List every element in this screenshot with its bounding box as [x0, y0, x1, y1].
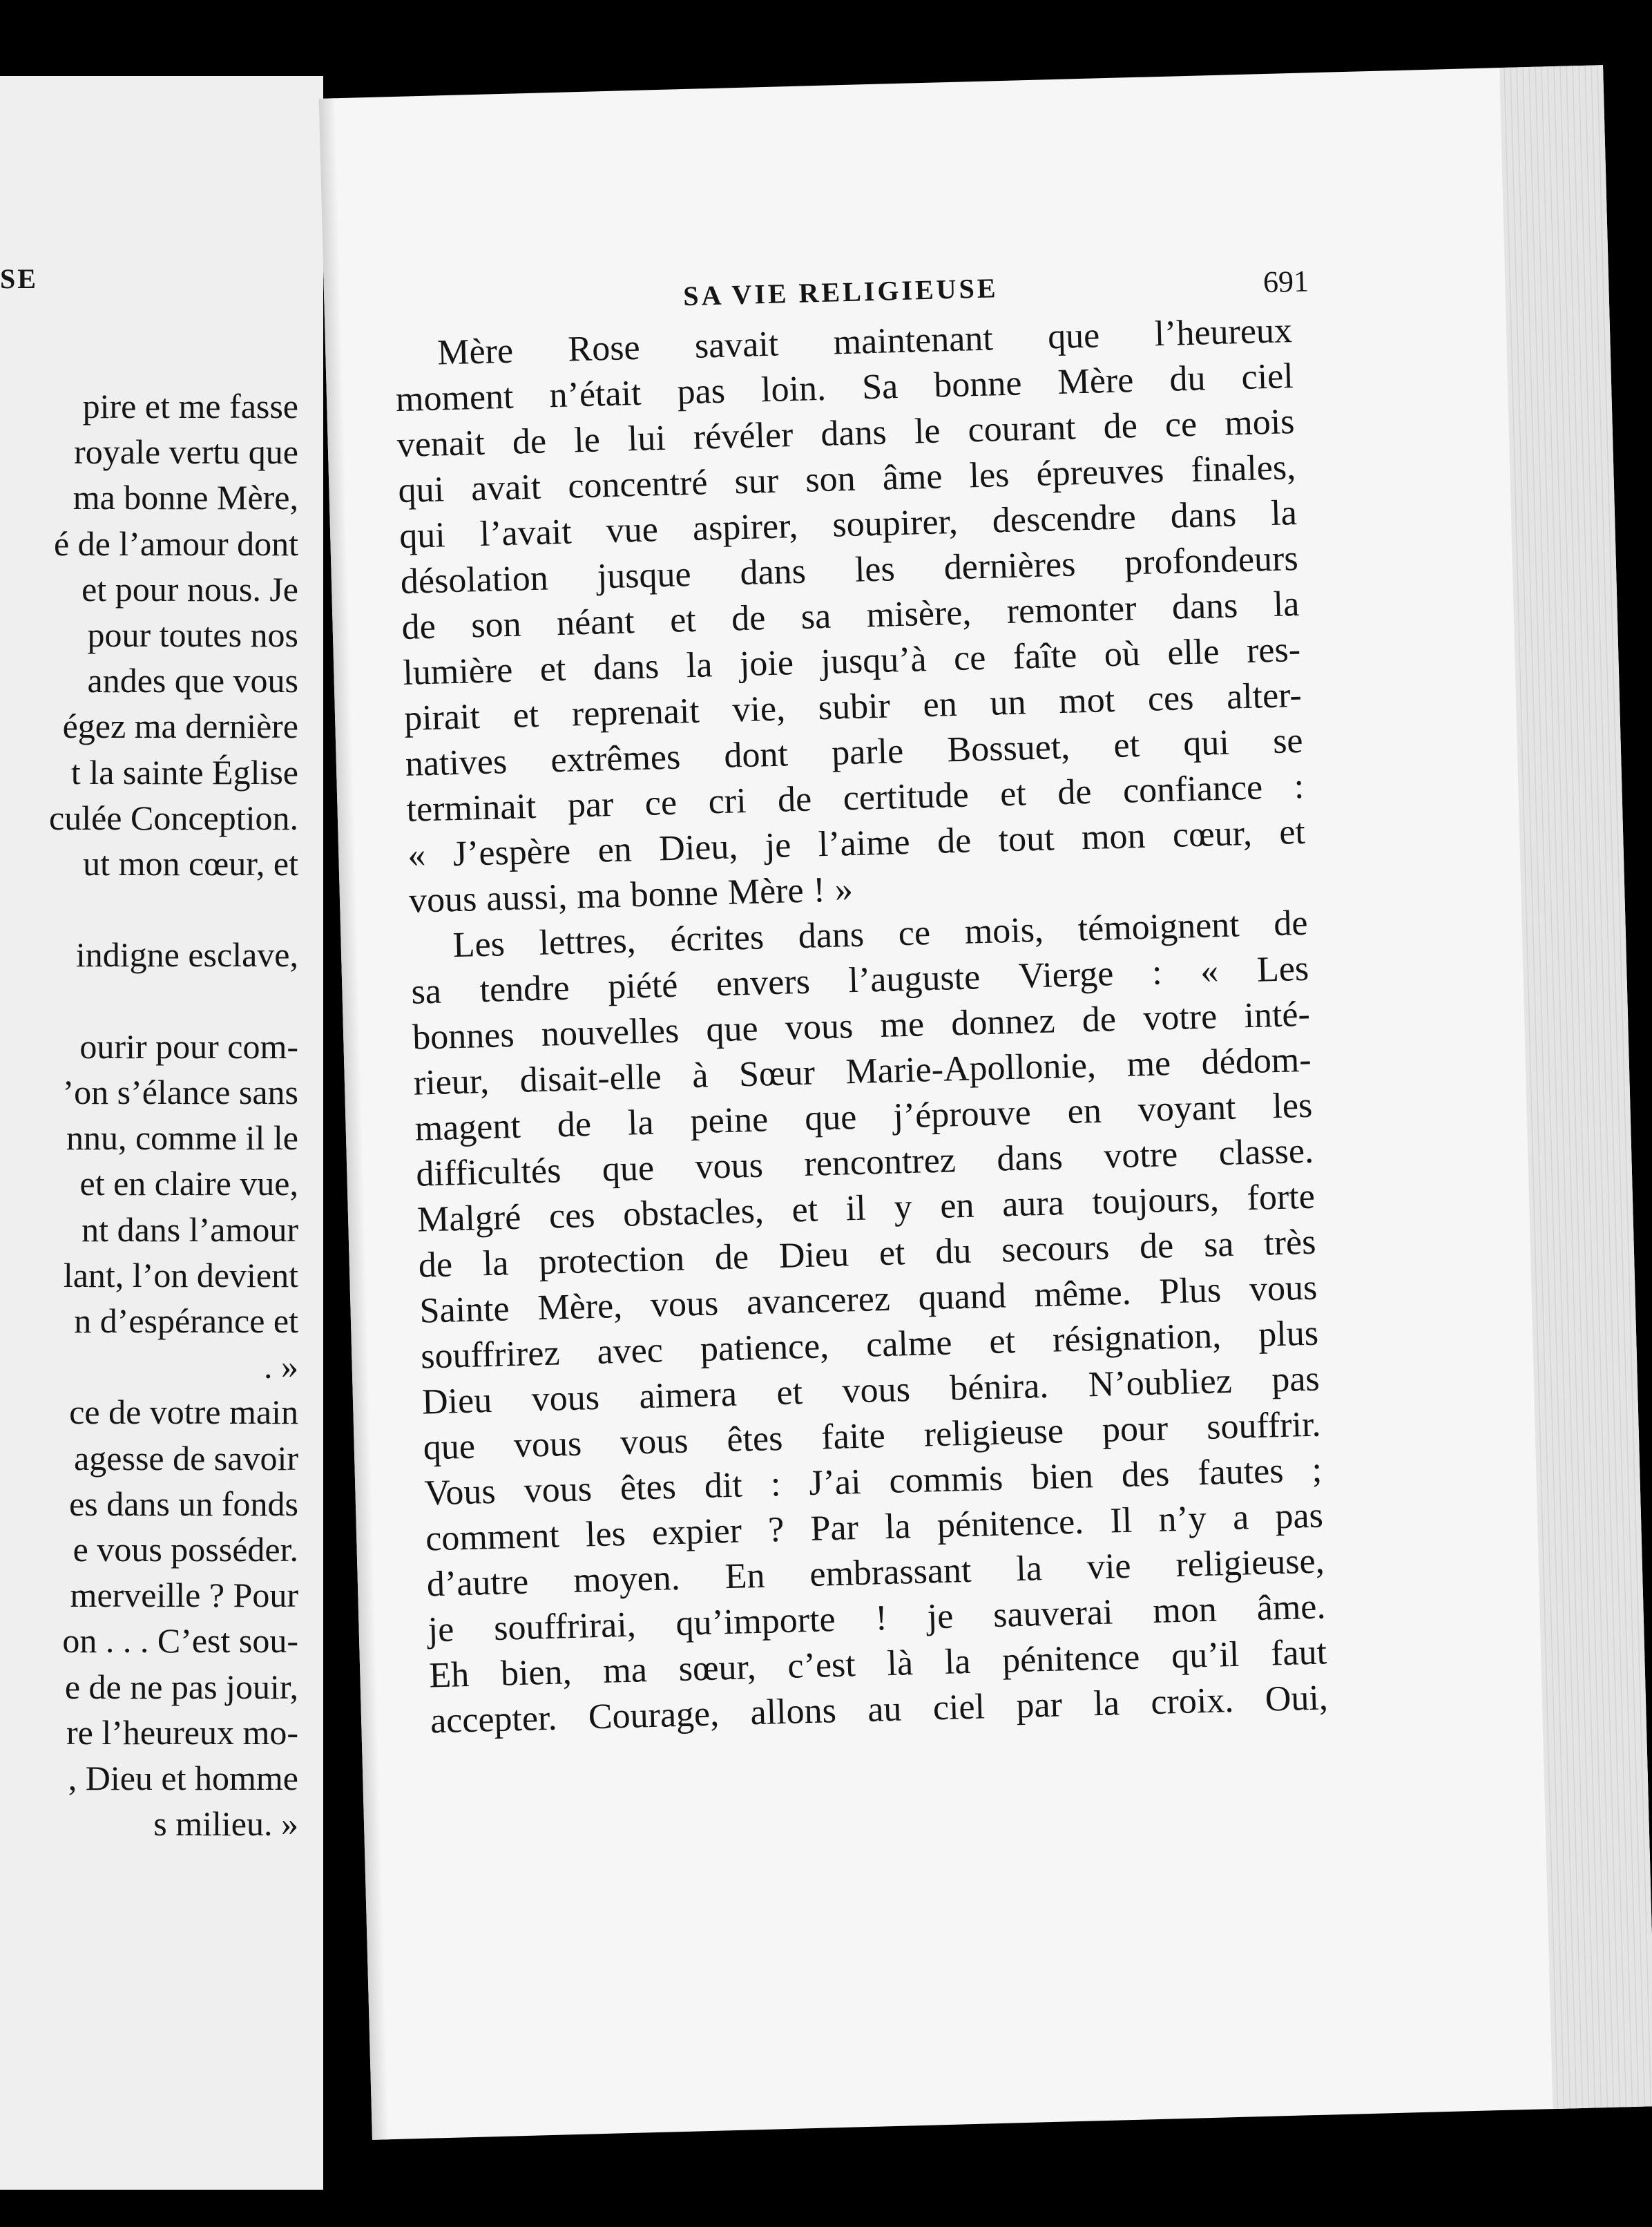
text-line: désolation jusque dans les dernières profondeurs	[400, 538, 1299, 602]
left-text-line: ut mon cœur, et	[83, 844, 298, 883]
page-number: 691	[1262, 264, 1309, 300]
body-text	[394, 308, 1328, 1744]
left-text-line: pire et me fasse	[82, 387, 298, 426]
text-line: accepter. Courage, allons au ciel par la croix. Oui,	[430, 1678, 1329, 1741]
left-text-line: et en claire vue,	[79, 1164, 298, 1203]
gutter-shadow	[319, 98, 389, 2140]
left-text-line: ’on s’élance sans	[62, 1073, 298, 1111]
text-line: Dieu vous aimera et vous bénira. N’oubliez pas	[421, 1359, 1320, 1422]
text-line: venait de le lui révéler dans le courant de ce mois	[396, 402, 1296, 466]
left-text-line: , Dieu et homme	[68, 1759, 298, 1797]
left-text-line: égez ma dernière	[62, 707, 298, 746]
text-line: de son néant et de sa misère, remonter dans la	[401, 584, 1300, 647]
text-line: d’autre moyen. En embrassant la vie religieuse,	[426, 1541, 1325, 1605]
left-text-line: n d’espérance et	[74, 1301, 298, 1340]
left-text-line: et pour nous. Je	[81, 569, 298, 609]
text-line: difficultés que vous rencontrez dans votre classe.	[415, 1131, 1314, 1194]
running-head: SA VIE RELIGIEUSE	[682, 272, 999, 312]
left-text-line: ourir pour com-	[79, 1026, 298, 1066]
text-line: Malgré ces obstacles, et il y en aura toujours, forte	[416, 1176, 1316, 1240]
left-text-line: e vous posséder.	[73, 1530, 298, 1569]
left-text-line: s milieu. »	[153, 1804, 298, 1844]
left-text-line: re l’heureux mo-	[66, 1712, 298, 1752]
left-text-line: agesse de savoir	[74, 1438, 298, 1478]
text-line: de la protection de Dieu et du secours de sa très	[418, 1222, 1317, 1285]
text-line: Vous vous êtes dit : J’ai commis bien des fautes ;	[423, 1450, 1323, 1513]
text-line: lumière et dans la joie jusqu’à ce faîte où elle res-	[402, 629, 1301, 693]
left-text-line: merveille ? Pour	[70, 1576, 298, 1615]
text-line: que vous vous êtes faite religieuse pour souffrir.	[423, 1404, 1322, 1468]
text-line: vous aussi, ma bonne Mère ! »	[408, 870, 854, 921]
text-line: Eh bien, ma sœur, c’est là la pénitence qu’il faut	[428, 1632, 1327, 1696]
left-text-line: culée Conception.	[49, 798, 298, 837]
text-line: Les lettres, écrites dans ce mois, témoignent de	[452, 903, 1309, 966]
left-text-line: andes que vous	[87, 661, 298, 700]
text-line: natives extrêmes dont parle Bossuet, et qui se	[405, 720, 1304, 784]
left-text-line: nt dans l’amour	[81, 1210, 298, 1249]
text-line: souffrirez avec patience, calme et résignation, plus	[420, 1313, 1319, 1377]
text-line: terminait par ce cri de certitude et de confiance :	[405, 766, 1305, 830]
left-text-line: royale vertu que	[74, 432, 298, 472]
left-running-head: SE	[0, 263, 38, 294]
text-line: moment n’était pas loin. Sa bonne Mère du ciel	[395, 356, 1294, 420]
text-line: comment les expier ? Par la pénitence. Il n’y a pas	[425, 1495, 1324, 1559]
text-line: qui avait concentré sur son âme les épreuves finales,	[397, 448, 1296, 511]
right-page	[319, 65, 1652, 2140]
text-line: qui l’avait vue aspirer, soupirer, descendre dans la	[398, 493, 1298, 557]
text-line: bonnes nouvelles que vous me donnez de votre inté-	[412, 994, 1311, 1058]
left-text-line: . »	[264, 1347, 298, 1386]
text-line: pirait et reprenait vie, subir en un mot ces alter-	[403, 675, 1303, 738]
left-text-line: es dans un fonds	[69, 1484, 298, 1523]
left-text-line: ce de votre main	[69, 1393, 298, 1432]
text-line: rieur, disait-elle à Sœur Marie-Apollonie, me dédom-	[413, 1040, 1312, 1103]
page-edges	[1499, 65, 1652, 2109]
left-text-line: é de l’amour dont	[53, 524, 298, 563]
text-line: magent de la peine que j’éprouve en voyant les	[414, 1085, 1313, 1149]
left-text-line: nnu, comme il le	[66, 1118, 298, 1158]
text-line: je souffrirai, qu’importe ! je sauverai mon âme.	[427, 1587, 1327, 1650]
left-text-line: e de ne pas jouir,	[64, 1667, 298, 1706]
left-text-line: t la sainte Église	[70, 752, 298, 792]
left-text-line: indigne esclave,	[75, 935, 298, 975]
text-line: sa tendre piété envers l’auguste Vierge : « Les	[410, 948, 1309, 1012]
left-text-line: lant, l’on devient	[63, 1255, 298, 1294]
text-line: Sainte Mère, vous avancerez quand même. Plus vous	[419, 1268, 1318, 1331]
text-line: Mère Rose savait maintenant que l’heureux	[436, 311, 1293, 373]
left-page	[0, 76, 323, 2190]
left-text-line: on . . . C’est sou-	[62, 1621, 298, 1661]
left-text-line: ma bonne Mère,	[73, 478, 298, 517]
text-line: « J’espère en Dieu, je l’aime de tout mon cœur, et	[407, 812, 1306, 875]
left-text-line: pour toutes nos	[87, 615, 298, 654]
